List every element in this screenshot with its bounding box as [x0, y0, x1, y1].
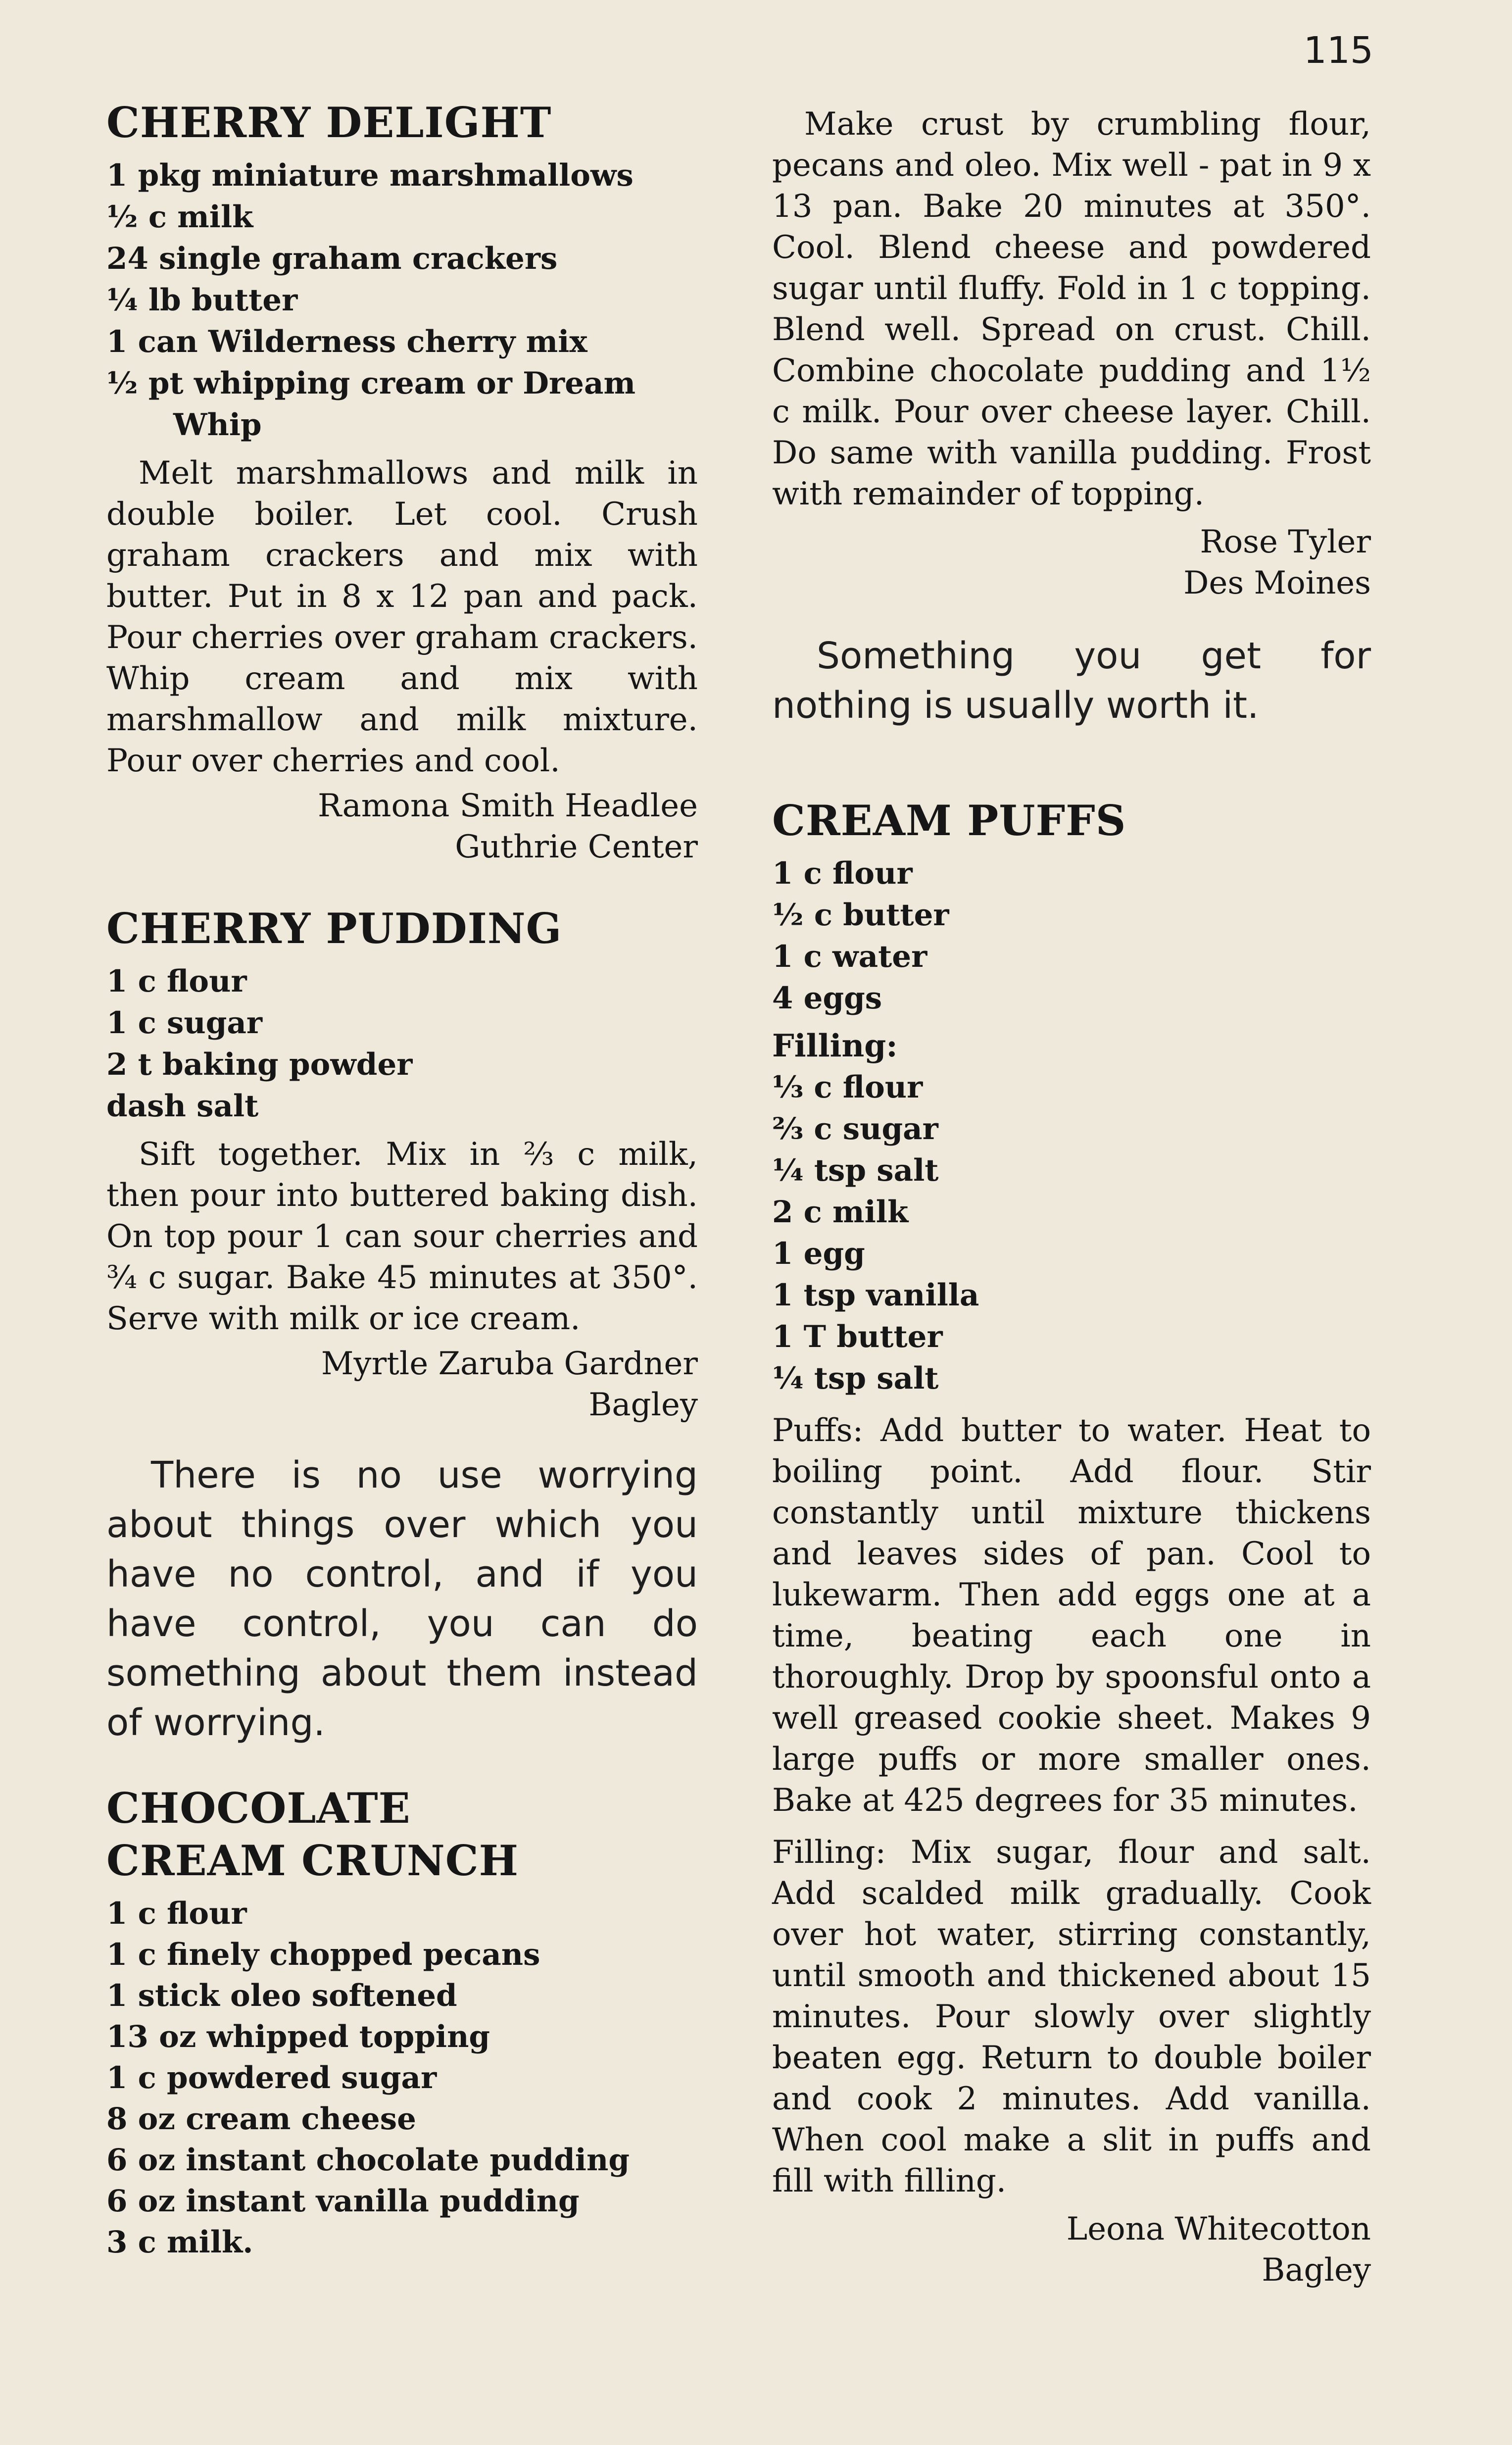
- ingredient-list: [772, 853, 1371, 1019]
- recipe-cream-puffs: [772, 795, 1371, 2291]
- ingredient: 1 egg: [772, 1236, 865, 1271]
- ingredient: 2 c milk: [772, 1195, 909, 1230]
- ingredient: 1 T butter: [772, 1319, 943, 1354]
- ingredient: 4 eggs: [772, 981, 882, 1016]
- recipe-town: Guthrie Center: [455, 829, 698, 865]
- ingredient: 8 oz cream cheese: [106, 2101, 416, 2137]
- page-number: 115: [1303, 29, 1373, 72]
- filling-ingredient-list: [772, 1067, 1371, 1399]
- recipe-title: CHOCOLATE CREAM CRUNCH: [106, 1784, 519, 1885]
- ingredient-list: [106, 1893, 698, 2263]
- ingredient: ¼ tsp salt: [772, 1153, 939, 1188]
- recipe-title: CHERRY DELIGHT: [106, 98, 552, 147]
- recipe-town: Bagley: [1262, 2252, 1371, 2289]
- ingredient: 3 c milk.: [106, 2225, 253, 2260]
- ingredient: ⅓ c flour: [772, 1070, 923, 1105]
- recipe-chocolate-cream-crunch: [106, 1782, 698, 2263]
- ingredient: 1 c flour: [106, 1896, 247, 1931]
- right-column: [772, 104, 1371, 2291]
- ingredient: 6 oz instant chocolate pudding: [106, 2143, 630, 2178]
- ingredient: 1 c sugar: [106, 1005, 263, 1041]
- ingredient: 1 c finely chopped pecans: [106, 1937, 540, 1972]
- ingredient: 1 c water: [772, 939, 927, 974]
- recipe-directions: Melt marshmallows and milk in double boiler. Let cool. Crush graham crackers and mix with butter. Put in 8 x 12 pan and pack. Pour cherries over graham crackers. Whip cream and mix with marshmallow and milk mixture. Pour over cherries and cool.: [106, 455, 698, 779]
- recipe-author: Ramona Smith Headlee: [317, 788, 698, 824]
- filling-heading: Filling:: [772, 1027, 898, 1064]
- recipe-author: Myrtle Zaruba Gardner: [321, 1346, 698, 1382]
- ingredient: 6 oz instant vanilla pudding: [106, 2184, 580, 2219]
- recipe-directions: Make crust by crumbling flour, pecans and oleo. Mix well - pat in 9 x 13 pan. Bake 20 minutes at 350°. Cool. Blend cheese and powdered sugar until fluffy. Fold in 1 c topping. Blend well. Spread on crust. Chill. Combine chocolate pudding and 1½ c milk. Pour over cheese layer. Chill. Do same with vanilla pudding. Frost with remainder of topping.: [772, 106, 1371, 512]
- ingredient: 13 oz whipped topping: [106, 2019, 490, 2054]
- ingredient: 1 c powdered sugar: [106, 2060, 437, 2096]
- ingredient: 1 tsp vanilla: [772, 1278, 979, 1313]
- recipe-title: CHERRY PUDDING: [106, 904, 562, 953]
- ingredient: dash salt: [106, 1089, 259, 1124]
- ingredient: ¼ lb butter: [106, 283, 298, 318]
- puffs-directions: Puffs: Add butter to water. Heat to boiling point. Add flour. Stir constantly until mixture thickens and leaves sides of pan. Cool to lukewarm. Then add eggs one at a time, beating each one in thoroughly. Drop by spoonsful onto a well greased cookie sheet. Makes 9 large puffs or more smaller ones. Bake at 425 degrees for 35 minutes.: [772, 1412, 1371, 1819]
- filling-directions: Filling: Mix sugar, flour and salt. Add scalded milk gradually. Cook over hot water, stirring constantly, until smooth and thickened about 15 minutes. Pour slowly over slightly beaten egg. Return to double boiler and cook 2 minutes. Add vanilla. When cool make a slit in puffs and fill with filling.: [772, 1834, 1371, 2199]
- ingredient: 1 pkg miniature marshmallows: [106, 158, 634, 193]
- ingredient: ¼ tsp salt: [772, 1361, 939, 1396]
- ingredient-list: [106, 155, 698, 446]
- ingredient: 1 stick oleo softened: [106, 1978, 457, 2013]
- filler-quote: There is no use worrying about things over which you have no control, and if you have control, you can do something about them instead of worrying.: [106, 1454, 698, 1744]
- filler-quote: Something you get for nothing is usually worth it.: [772, 635, 1371, 727]
- recipe-chocolate-cream-crunch-continued: [772, 104, 1371, 604]
- ingredient: 1 c flour: [772, 856, 913, 891]
- recipe-author: Leona Whitecotton: [1066, 2211, 1371, 2247]
- ingredient: 1 can Wilderness cherry mix: [106, 324, 587, 359]
- ingredient: ½ c milk: [106, 200, 253, 235]
- ingredient: 1 c flour: [106, 964, 247, 999]
- ingredient: 24 single graham crackers: [106, 241, 558, 276]
- recipe-cherry-delight: [106, 97, 698, 868]
- recipe-cherry-pudding: [106, 902, 698, 1426]
- recipe-town: Des Moines: [1183, 565, 1371, 601]
- ingredient: ½ c butter: [772, 898, 949, 933]
- recipe-title: CREAM PUFFS: [772, 796, 1126, 845]
- left-column: [106, 97, 698, 2263]
- ingredient-list: [106, 961, 698, 1127]
- ingredient: 2 t baking powder: [106, 1047, 413, 1082]
- recipe-author: Rose Tyler: [1200, 524, 1371, 560]
- recipe-directions: Sift together. Mix in ⅔ c milk, then pour into buttered baking dish. On top pour 1 can sour cherries and ¾ c sugar. Bake 45 minutes at 350°. Serve with milk or ice cream.: [106, 1136, 698, 1337]
- ingredient: ½ pt whipping cream or Dream Whip: [106, 366, 636, 443]
- recipe-town: Bagley: [588, 1387, 698, 1423]
- ingredient: ⅔ c sugar: [772, 1111, 938, 1147]
